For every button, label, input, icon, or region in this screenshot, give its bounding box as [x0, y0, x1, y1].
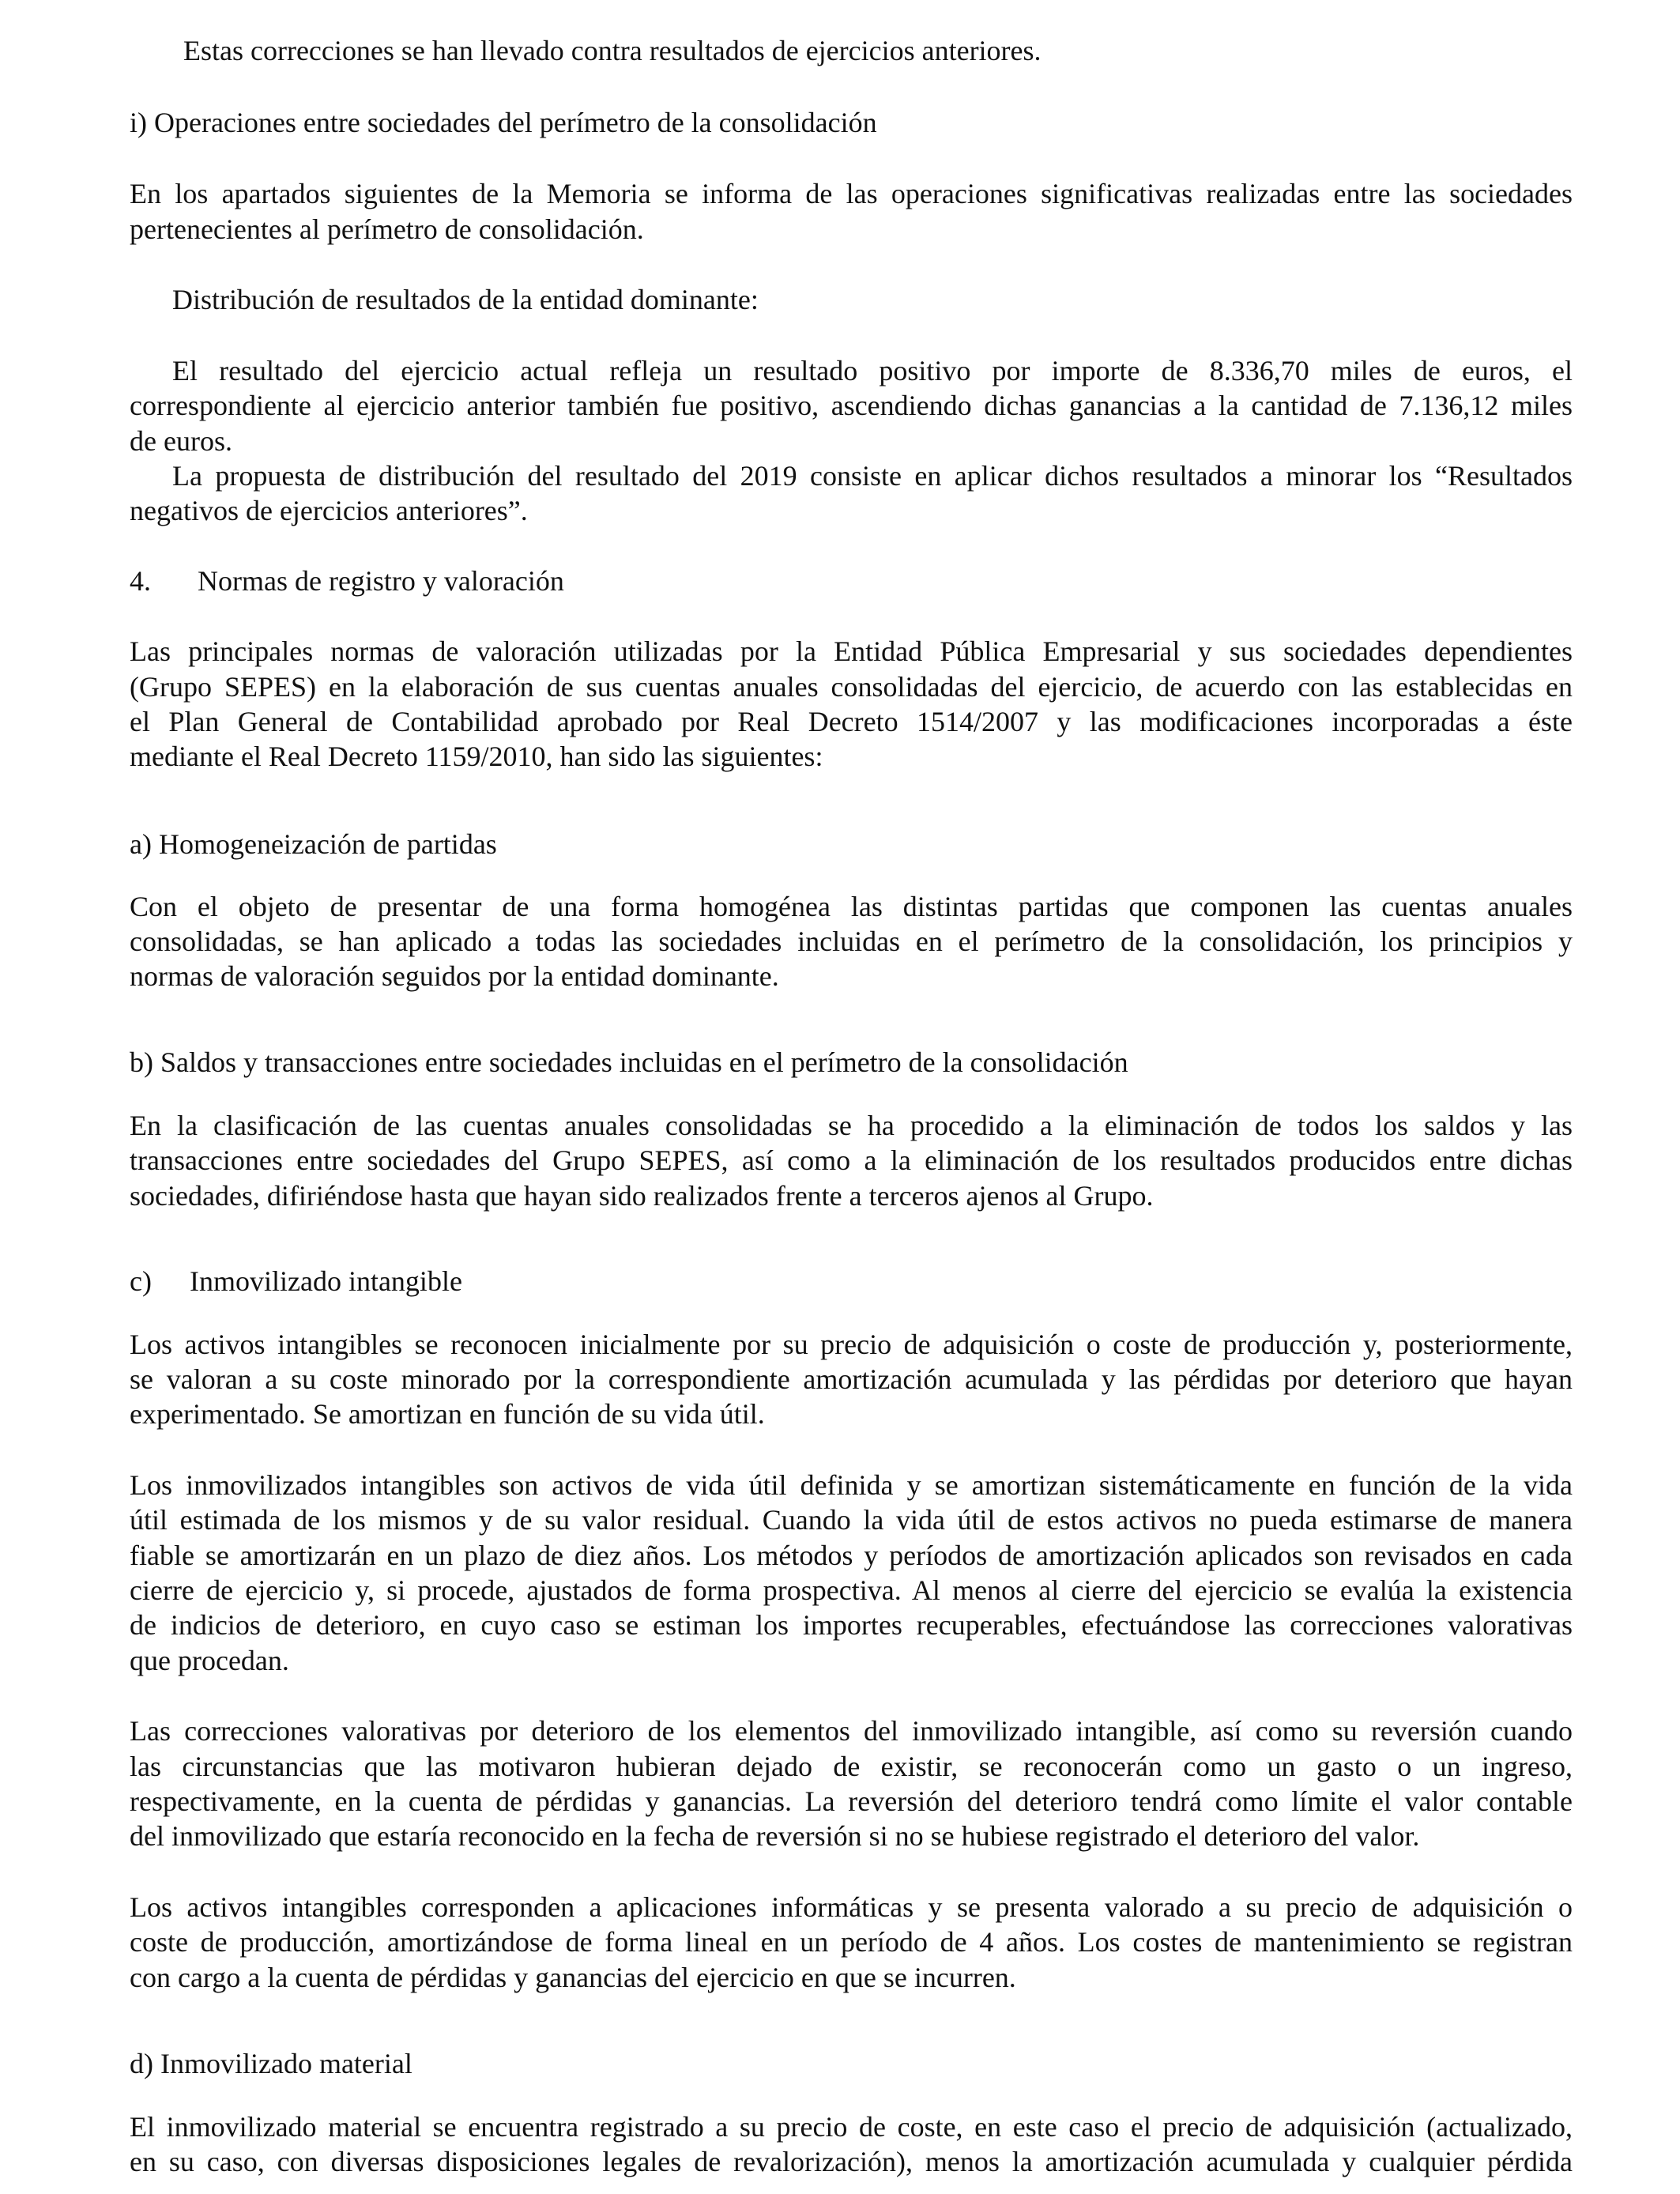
- paragraph-line: consolidadas, se han aplicado a todas las sociedades incluidas en el perímetro de la consolidación, los principios y: [130, 925, 1573, 957]
- paragraph-line: cierre de ejercicio y, si procede, ajustados de forma prospectiva. Al menos al cierre del ejercicio se evalúa la existencia: [130, 1574, 1573, 1606]
- paragraph-line: El resultado del ejercicio actual refleja un resultado positivo por importe de 8.336,70 miles de euros, el: [172, 355, 1573, 386]
- paragraph-line: Los activos intangibles se reconocen inicialmente por su precio de adquisición o coste de producción y, posteriormente,: [130, 1329, 1573, 1360]
- paragraph-line: que procedan.: [130, 1645, 289, 1676]
- paragraph-line: mediante el Real Decreto 1159/2010, han sido las siguientes:: [130, 741, 823, 772]
- paragraph-line: en su caso, con diversas disposiciones legales de revalorización), menos la amortización acumulada y cualquier pérdida: [130, 2146, 1573, 2177]
- paragraph-line: El inmovilizado material se encuentra registrado a su precio de coste, en este caso el precio de adquisición (actualizado,: [130, 2111, 1573, 2143]
- paragraph-line: del inmovilizado que estaría reconocido en la fecha de reversión si no se hubiese registrado el deterioro del valor.: [130, 1820, 1420, 1852]
- section-number: 4.: [130, 565, 151, 597]
- paragraph-line: las circunstancias que las motivaron hubieran dejado de existir, se reconocerán como un gasto o un ingreso,: [130, 1751, 1573, 1782]
- paragraph-line: Las principales normas de valoración utilizadas por la Entidad Pública Empresarial y sus sociedades dependientes: [130, 635, 1573, 667]
- paragraph-line: Con el objeto de presentar de una forma homogénea las distintas partidas que componen las cuentas anuales: [130, 891, 1573, 922]
- paragraph-line: La propuesta de distribución del resultado del 2019 consiste en aplicar dichos resultados a minorar los “Resultados: [172, 460, 1573, 492]
- section-title: Normas de registro y valoración: [198, 565, 564, 597]
- heading-homogeneizacion: a) Homogeneización de partidas: [130, 828, 497, 860]
- paragraph-line: sociedades, difiriéndose hasta que hayan sido realizados frente a terceros ajenos al Grupo.: [130, 1180, 1154, 1212]
- paragraph-line: experimentado. Se amortizan en función de su vida útil.: [130, 1398, 765, 1430]
- paragraph-line: Los activos intangibles corresponden a aplicaciones informáticas y se presenta valorado a su precio de adquisición o: [130, 1891, 1573, 1923]
- paragraph-line: Las correcciones valorativas por deterioro de los elementos del inmovilizado intangible, así como su reversión cuando: [130, 1715, 1573, 1747]
- paragraph-line: En los apartados siguientes de la Memoria se informa de las operaciones significativas realizadas entre las sociedades: [130, 178, 1573, 209]
- paragraph-line: con cargo a la cuenta de pérdidas y ganancias del ejercicio en que se incurren.: [130, 1962, 1016, 1993]
- paragraph-line: de euros.: [130, 425, 232, 457]
- heading-title: Inmovilizado intangible: [190, 1265, 462, 1297]
- heading-inmovilizado-intangible: [130, 1264, 1573, 1299]
- paragraph-line: Los inmovilizados intangibles son activos de vida útil definida y se amortizan sistemáticamente en función de la vida: [130, 1469, 1573, 1501]
- paragraph-line: (Grupo SEPES) en la elaboración de sus cuentas anuales consolidadas del ejercicio, de acuerdo con las establecidas en: [130, 671, 1573, 703]
- paragraph-line: coste de producción, amortizándose de forma lineal en un período de 4 años. Los costes de mantenimiento se registran: [130, 1926, 1573, 1958]
- paragraph-line: pertenecientes al perímetro de consolidación.: [130, 213, 644, 245]
- paragraph-line: transacciones entre sociedades del Grupo SEPES, así como a la eliminación de los resultados producidos entre dichas: [130, 1144, 1573, 1176]
- paragraph-line: de indicios de deterioro, en cuyo caso se estiman los importes recuperables, efectuándose las correcciones valorativas: [130, 1609, 1573, 1641]
- paragraph-line: normas de valoración seguidos por la entidad dominante.: [130, 960, 779, 992]
- paragraph-line: el Plan General de Contabilidad aprobado por Real Decreto 1514/2007 y las modificaciones incorporadas a éste: [130, 706, 1573, 737]
- paragraph-line: negativos de ejercicios anteriores”.: [130, 495, 528, 526]
- paragraph-line: se valoran a su coste minorado por la correspondiente amortización acumulada y las pérdidas por deterioro que hayan: [130, 1363, 1573, 1395]
- paragraph-line: fiable se amortizarán en un plazo de diez años. Los métodos y períodos de amortización aplicados son revisados en cada: [130, 1540, 1573, 1571]
- heading-inmovilizado-material: d) Inmovilizado material: [130, 2048, 412, 2079]
- heading-letter: c): [130, 1265, 152, 1297]
- paragraph-line: respectivamente, en la cuenta de pérdidas y ganancias. La reversión del deterioro tendrá como límite el valor contable: [130, 1785, 1573, 1817]
- paragraph-line: útil estimada de los mismos y de su valor residual. Cuando la vida útil de estos activos no pueda estimarse de manera: [130, 1504, 1573, 1536]
- subheading-distribucion: Distribución de resultados de la entidad dominante:: [172, 284, 759, 315]
- paragraph-line: correspondiente al ejercicio anterior también fue positivo, ascendiendo dichas ganancias a la cantidad de 7.136,12 miles: [130, 390, 1573, 421]
- intro-line: Estas correcciones se han llevado contra resultados de ejercicios anteriores.: [183, 35, 1042, 66]
- heading-operaciones: i) Operaciones entre sociedades del perímetro de la consolidación: [130, 107, 877, 138]
- heading-saldos: b) Saldos y transacciones entre sociedades incluidas en el perímetro de la consolidación: [130, 1046, 1128, 1078]
- section-heading-4: [130, 564, 1573, 598]
- paragraph-line: En la clasificación de las cuentas anuales consolidadas se ha procedido a la eliminación de todos los saldos y las: [130, 1110, 1573, 1141]
